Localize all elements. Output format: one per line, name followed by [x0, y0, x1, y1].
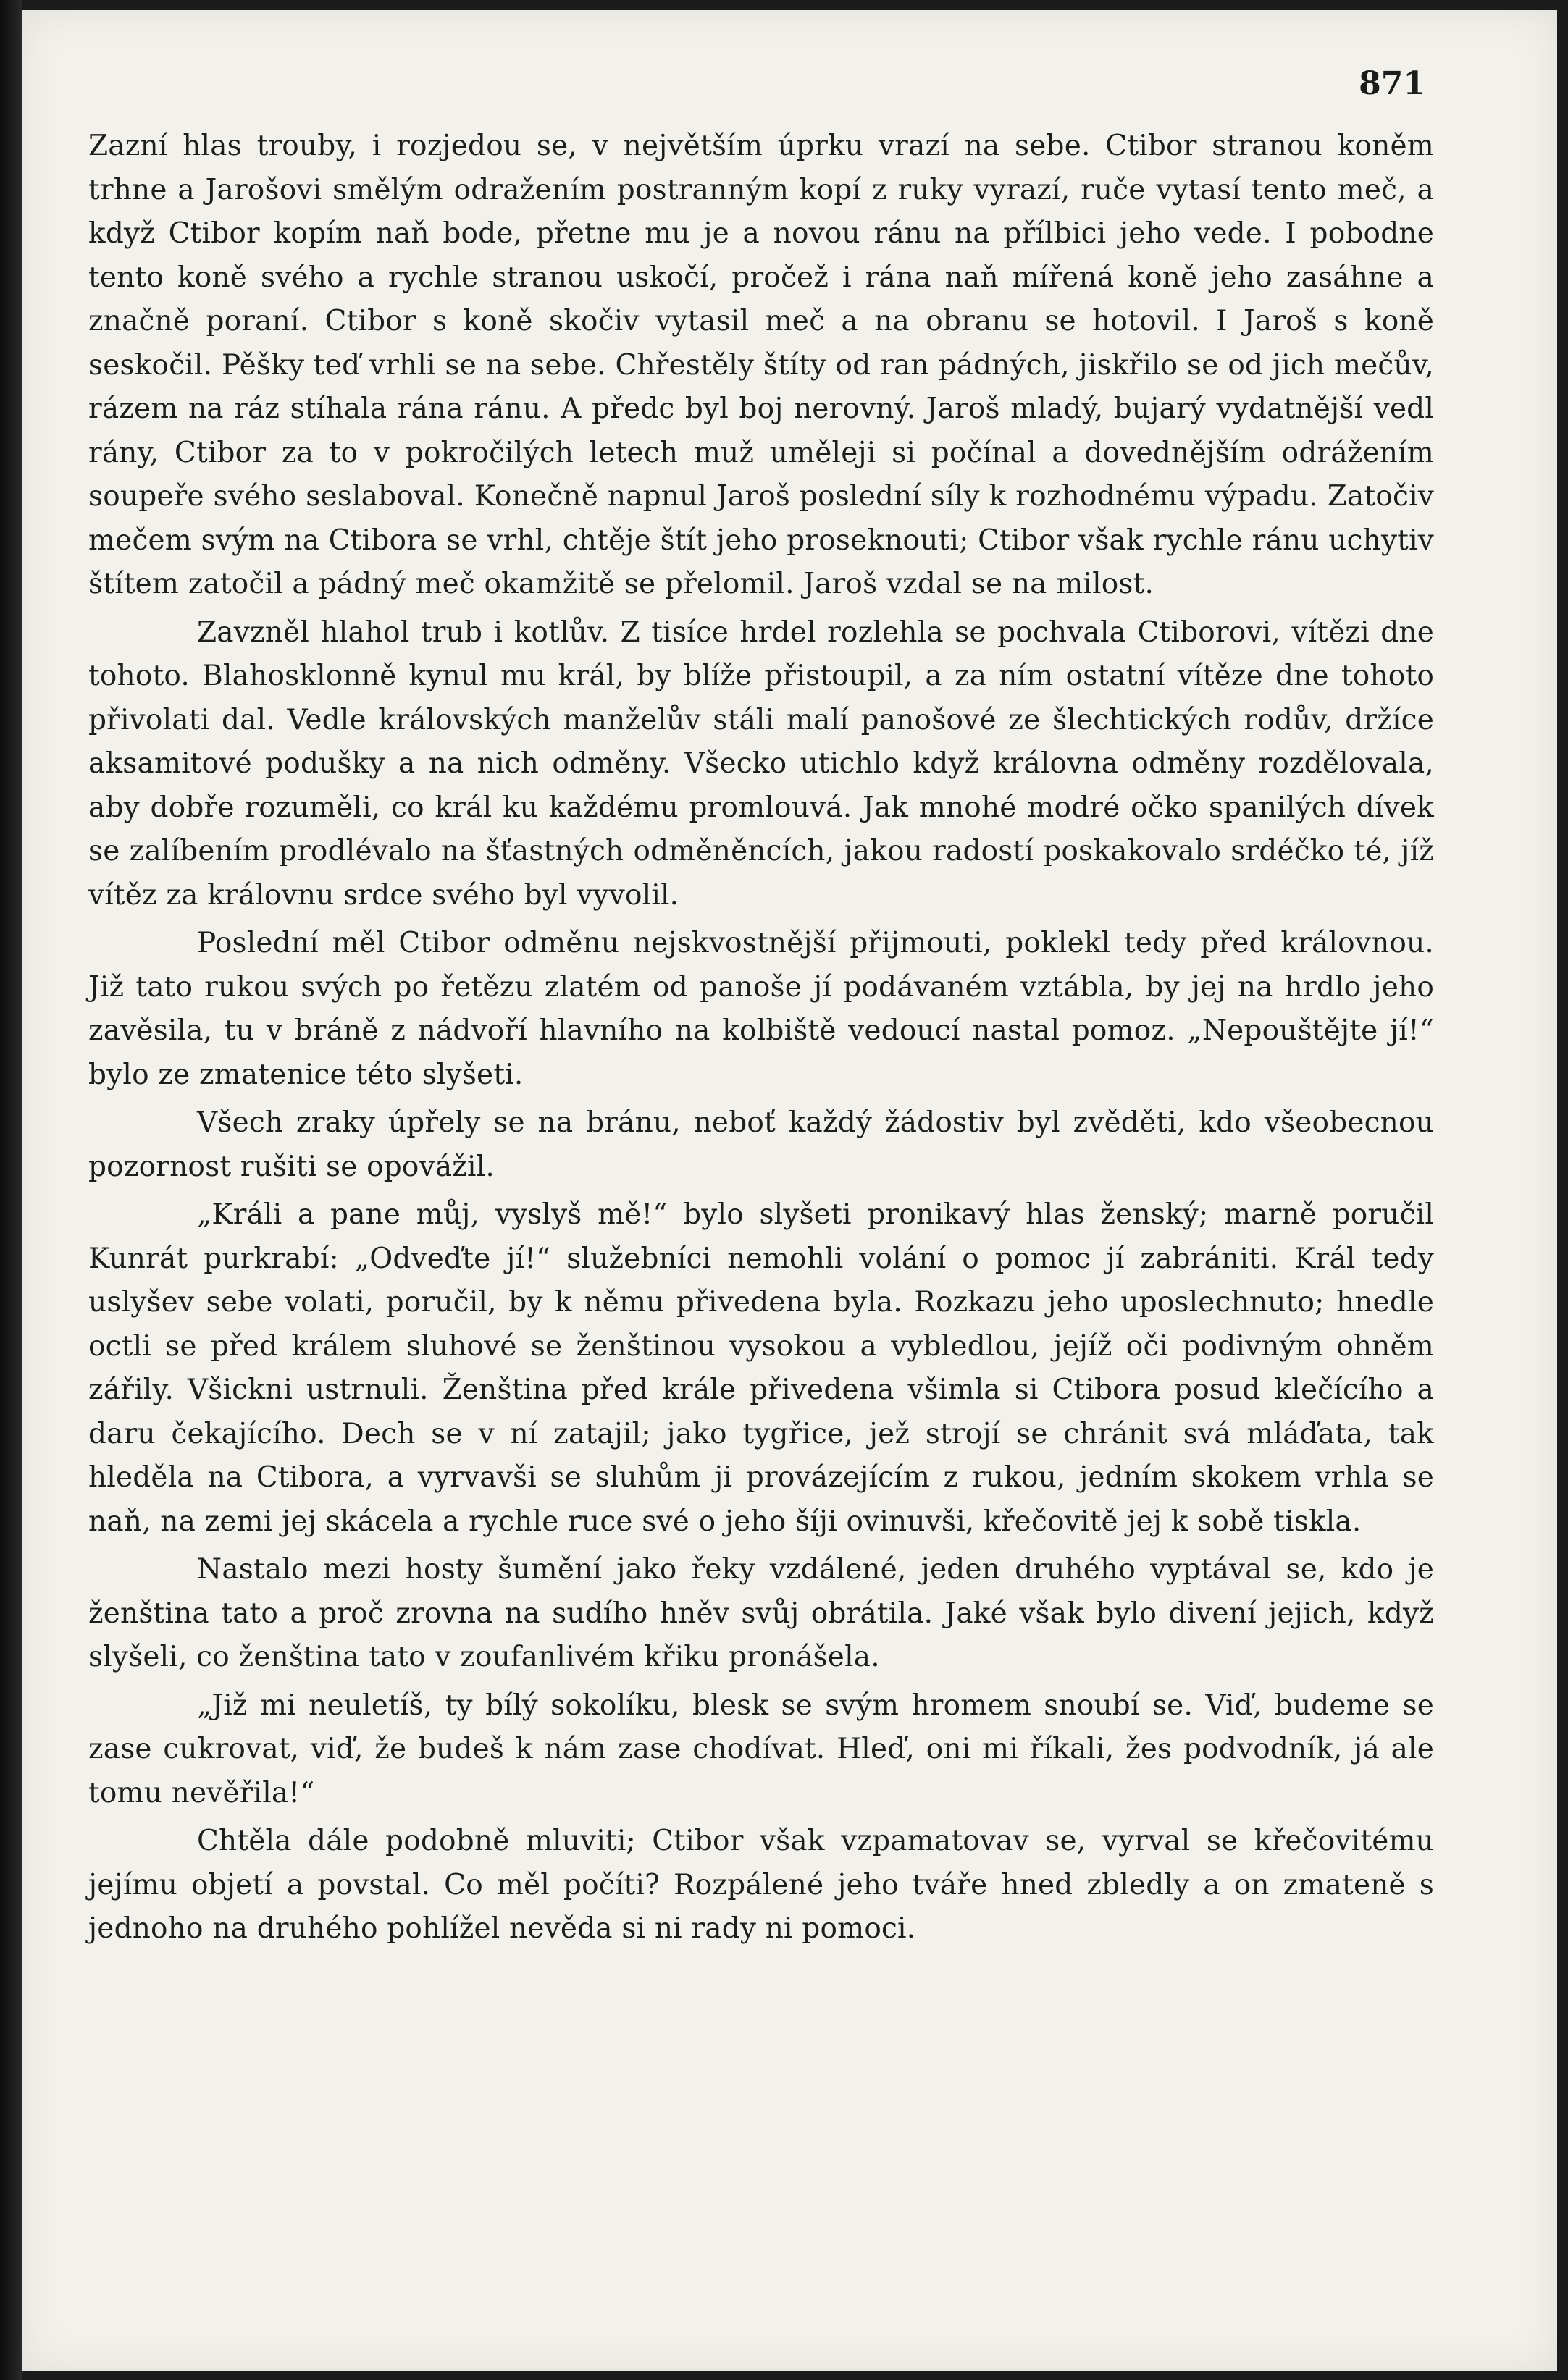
- paragraph: „Již mi neuletíš, ty bílý sokolíku, blesk se svým hromem snoubí se. Viď, budeme se zase cukrovat, viď, že budeš k nám zase chodívat. Hleď, oni mi říkali, žes podvodník, já ale tomu nevěřila!“: [88, 1689, 1434, 1809]
- paragraph: Poslední měl Ctibor odměnu nejskvostnější přijmouti, poklekl tedy před královnou. Již tato rukou svých po řetězu zlatém od panoše jí podávaném vztábla, by jej na hrdlo jeho zavěsila, tu v bráně z nádvoří hlavního na kolbiště vedoucí nastal pomoz. „Nepouštějte jí!“ bylo ze zmatenice této slyšeti.: [88, 927, 1434, 1091]
- body-text: [88, 125, 1434, 1951]
- page-number: 871: [1359, 65, 1425, 102]
- book-spine-edge: [0, 0, 22, 2380]
- paragraph: Všech zraky úpřely se na bránu, neboť každý žádostiv byl zvěděti, kdo všeobecnou pozornost rušiti se opovážil.: [88, 1106, 1434, 1183]
- paragraph: „Králi a pane můj, vyslyš mě!“ bylo slyšeti pronikavý hlas ženský; marně poručil Kunrát purkrabí: „Odveďte jí!“ služebníci nemohli volání o pomoc jí zabrániti. Král tedy uslyšev sebe volati, poručil, by k němu přivedena byla. Rozkazu jeho uposlechnuto; hnedle octli se před králem sluhové se ženštinou vysokou a vybledlou, jejíž oči podivným ohněm zářily. Všickni ustrnuli. Ženština před krále přivedena všimla si Ctibora posud klečícího a daru čekajícího. Dech se v ní zatajil; jako tygřice, jež strojí se chránit svá mláďata, tak hleděla na Ctibora, a vyrvavši se sluhům ji provázejícím z rukou, jedním skokem vrhla se naň, na zemi jej skácela a rychle ruce své o jeho šíji ovinuvši, křečovitě jej k sobě tiskla.: [88, 1198, 1434, 1538]
- paragraph: Nastalo mezi hosty šumění jako řeky vzdálené, jeden druhého vyptával se, kdo je ženština tato a proč zrovna na sudího hněv svůj obrátila. Jaké však bylo divení jejich, když slyšeli, co ženština tato v zoufanlivém křiku pronášela.: [88, 1553, 1434, 1673]
- paragraph: Zazní hlas trouby, i rozjedou se, v největším úprku vrazí na sebe. Ctibor stranou koněm trhne a Jarošovi smělým odražením postranným kopí z ruky vyrazí, ruče vytasí tento meč, a když Ctibor kopím naň bode, přetne mu je a novou ránu na přílbici jeho vede. I pobodne tento koně svého a rychle stranou uskočí, pročež i rána naň mířená koně jeho zasáhne a značně poraní. Ctibor s koně skočiv vytasil meč a na obranu se hotovil. I Jaroš s koně seskočil. Pěšky teď vrhli se na sebe. Chřestěly štíty od ran pádných, jiskřilo se od jich mečův, rázem na ráz stíhala rána ránu. A předc byl boj nerovný. Jaroš mladý, bujarý vydatnější vedl rány, Ctibor za to v pokročilých letech muž uměleji si počínal a dovednějším odrážením soupeře svého seslaboval. Konečně napnul Jaroš poslední síly k rozhodnému výpadu. Zatočiv mečem svým na Ctibora se vrhl, chtěje štít jeho proseknouti; Ctibor však rychle ránu uchytiv štítem zatočil a pádný meč okamžitě se přelomil. Jaroš vzdal se na milost.: [88, 130, 1434, 600]
- book-page: [22, 10, 1557, 2371]
- paragraph: Zavzněl hlahol trub i kotlův. Z tisíce hrdel rozlehla se pochvala Ctiborovi, vítězi dne tohoto. Blahosklonně kynul mu král, by blíže přistoupil, a za ním ostatní vítěze dne tohoto přivolati dal. Vedle královských manželův stáli malí panošové ze šlechtických rodův, držíce aksamitové podušky a na nich odměny. Všecko utichlo když královna odměny rozdělovala, aby dobře rozuměli, co král ku každému promlouvá. Jak mnohé modré očko spanilých dívek se zalíbením prodlévalo na šťastných odměněncích, jakou radostí poskakovalo srdéčko té, jíž vítěz za královnu srdce svého byl vyvolil.: [88, 615, 1434, 912]
- paragraph: Chtěla dále podobně mluviti; Ctibor však vzpamatovav se, vyrval se křečovitému jejímu objetí a povstal. Co měl počíti? Rozpálené jeho tváře hned zbledly a on zmateně s jednoho na druhého pohlížel nevěda si ni rady ni pomoci.: [88, 1825, 1434, 1945]
